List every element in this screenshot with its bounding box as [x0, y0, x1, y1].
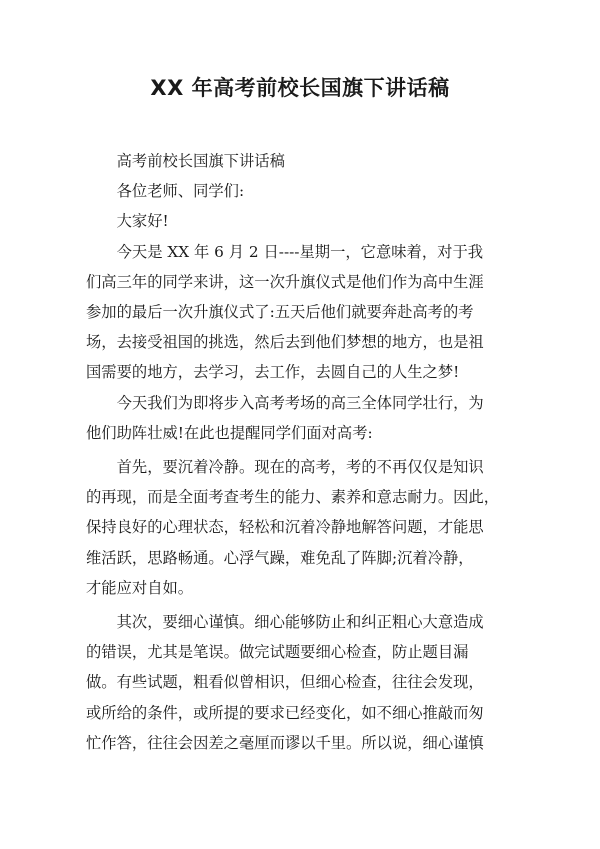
text-line: 维活跃，思路畅通。心浮气躁，难免乱了阵脚;沉着冷静， [86, 548, 474, 567]
text-line: 大家好! [116, 212, 169, 231]
paragraph-salutation [86, 176, 514, 206]
paragraph-second-point [86, 607, 514, 758]
text-line: 做。有些试题，粗看似曾相识，但细心检查，往往会发现， [86, 673, 484, 692]
text-line: 各位老师、同学们: [116, 182, 245, 201]
paragraph-first-point [86, 452, 514, 603]
text-line: 今天是 XX 年 6 月 2 日----星期一，它意味着，对于我 [116, 242, 484, 261]
text-line: 场，去接受祖国的挑选，然后去到他们梦想的地方，也是祖 [86, 333, 484, 352]
text-line: 首先，要沉着冷静。现在的高考，考的不再仅仅是知识 [116, 458, 484, 477]
paragraph-greeting [86, 206, 514, 236]
paragraph-intro [86, 237, 514, 388]
text-line: 或所给的条件，或所提的要求已经变化，如不细心推敲而匆 [86, 703, 484, 722]
text-line: 才能应对自如。 [86, 578, 194, 597]
text-line: 他们助阵壮威!在此也提醒同学们面对高考: [86, 423, 373, 442]
document-body [86, 146, 514, 758]
text-line: 国需要的地方，去学习，去工作，去圆自己的人生之梦! [86, 363, 460, 382]
text-line: 忙作答，往往会因差之毫厘而谬以千里。所以说，细心谨慎 [86, 733, 484, 752]
text-line: 们高三年的同学来讲，这一次升旗仪式是他们作为高中生涯 [86, 272, 484, 291]
text-line: 保持良好的心理状态，轻松和沉着冷静地解答问题，才能思 [86, 518, 484, 537]
text-line: 参加的最后一次升旗仪式了:五天后他们就要奔赴高考的考 [86, 303, 474, 322]
paragraph-heading [86, 146, 514, 176]
text-line: 其次，要细心谨慎。细心能够防止和纠正粗心大意造成 [116, 613, 484, 632]
text-line: 的错误，尤其是笔误。做完试题要细心检查，防止题目漏 [86, 643, 469, 662]
paragraph-send-off [86, 388, 514, 448]
text-line: 今天我们为即将步入高考考场的高三全体同学壮行，为 [116, 393, 484, 412]
text-line: 高考前校长国旗下讲话稿 [116, 152, 285, 170]
text-line: 的再现，而是全面考查考生的能力、素养和意志耐力。因此， [86, 488, 500, 507]
document-title: XX 年高考前校长国旗下讲话稿 [150, 76, 450, 100]
